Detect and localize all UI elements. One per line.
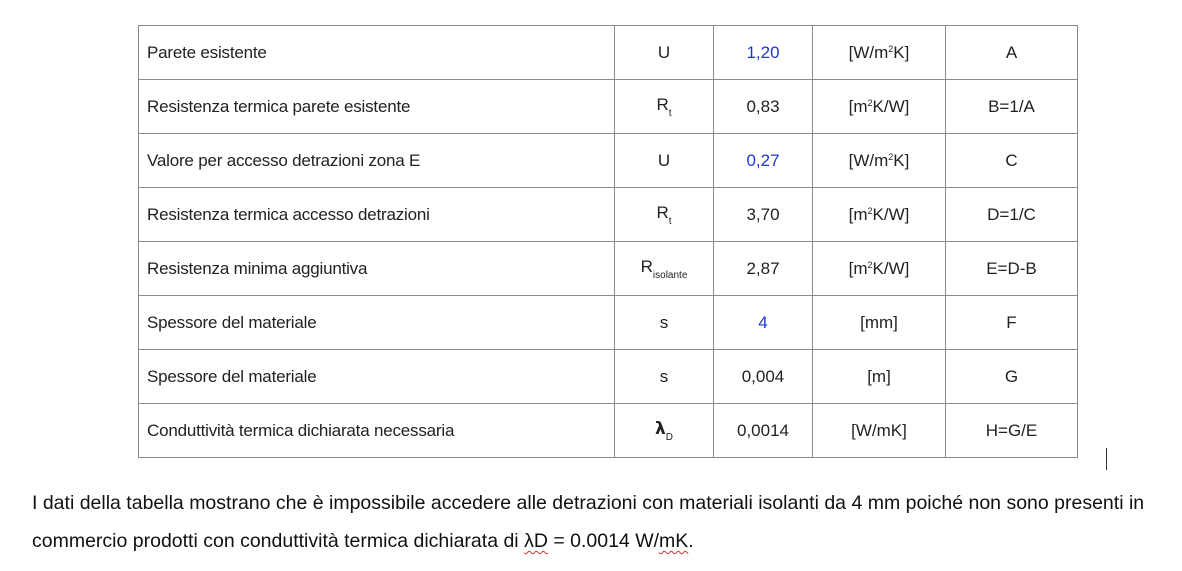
row-description: Conduttività termica dichiarata necessaria (139, 404, 615, 458)
unit-exponent: 2 (867, 259, 873, 270)
row-computed-value: 2,87 (714, 242, 813, 296)
row-formula: F (946, 296, 1078, 350)
unit-text: [mm] (860, 312, 898, 332)
unit-text-suffix: K] (893, 150, 910, 170)
symbol-main: U (657, 42, 671, 62)
unit-text: [m (848, 204, 868, 224)
text-cursor (1106, 448, 1107, 470)
conclusion-text-end: . (688, 530, 694, 552)
row-input-value[interactable]: 1,20 (714, 26, 813, 80)
row-symbol (615, 80, 714, 134)
row-symbol (615, 242, 714, 296)
conclusion-paragraph[interactable] (32, 484, 1177, 560)
unit-exponent: 2 (888, 151, 894, 162)
unit-text: [m (848, 258, 868, 278)
conclusion-text-middle: = 0.0014 W/ (547, 530, 660, 552)
symbol-main: U (657, 150, 671, 170)
unit-text-suffix: K/W] (872, 96, 910, 116)
row-description: Resistenza termica accesso detrazioni (139, 188, 615, 242)
row-formula: D=1/C (946, 188, 1078, 242)
row-description: Valore per accesso detrazioni zona E (139, 134, 615, 188)
table-row (139, 242, 1078, 296)
row-unit (813, 134, 946, 188)
row-description: Resistenza minima aggiuntiva (139, 242, 615, 296)
row-symbol (615, 134, 714, 188)
row-symbol (615, 188, 714, 242)
thermal-calculation-table (138, 25, 1078, 458)
symbol-main: R (640, 256, 653, 276)
row-description: Parete esistente (139, 26, 615, 80)
symbol-subscript: D (665, 431, 673, 443)
unit-text: [m] (867, 366, 891, 386)
unit-exponent: 2 (867, 97, 873, 108)
table-row (139, 188, 1078, 242)
row-computed-value: 0,004 (714, 350, 813, 404)
symbol-subscript: t (668, 107, 672, 119)
row-symbol (615, 26, 714, 80)
row-unit (813, 242, 946, 296)
table-row (139, 26, 1078, 80)
row-symbol (615, 350, 714, 404)
unit-text-suffix: K/W] (872, 258, 910, 278)
unit-exponent: 2 (867, 205, 873, 216)
row-computed-value: 0,83 (714, 80, 813, 134)
row-unit (813, 188, 946, 242)
row-unit (813, 350, 946, 404)
unit-text-suffix: K/W] (872, 204, 910, 224)
row-formula: G (946, 350, 1078, 404)
row-formula: A (946, 26, 1078, 80)
spellcheck-word-mk[interactable]: mK (659, 530, 689, 552)
conclusion-text-before: I dati della tabella mostrano che è impossibile accedere alle detrazioni con materiali isolanti da 4 mm poiché non sono presenti in commercio prodotti con conduttività termica dichiarata di (32, 492, 1145, 552)
row-input-value[interactable]: 0,27 (714, 134, 813, 188)
row-unit (813, 80, 946, 134)
unit-text: [W/mK] (851, 420, 907, 440)
table-row (139, 350, 1078, 404)
row-formula: H=G/E (946, 404, 1078, 458)
symbol-subscript: isolante (652, 269, 688, 281)
row-computed-value: 3,70 (714, 188, 813, 242)
symbol-main: s (659, 366, 669, 386)
row-unit (813, 296, 946, 350)
row-symbol (615, 404, 714, 458)
symbol-subscript: t (668, 215, 672, 227)
row-symbol (615, 296, 714, 350)
unit-text-suffix: K] (893, 42, 910, 62)
row-description: Spessore del materiale (139, 296, 615, 350)
symbol-main: λ (655, 418, 666, 439)
spellcheck-word-lambda-d[interactable]: λD (524, 530, 548, 552)
unit-text: [W/m (848, 150, 889, 170)
symbol-main: R (656, 94, 669, 114)
row-input-value[interactable]: 4 (714, 296, 813, 350)
symbol-main: s (659, 312, 669, 332)
row-description: Resistenza termica parete esistente (139, 80, 615, 134)
table-row (139, 134, 1078, 188)
table-body (139, 26, 1078, 458)
unit-exponent: 2 (888, 43, 894, 54)
unit-text: [W/m (848, 42, 889, 62)
table-row (139, 296, 1078, 350)
row-unit (813, 26, 946, 80)
symbol-main: R (656, 202, 669, 222)
table-row (139, 80, 1078, 134)
unit-text: [m (848, 96, 868, 116)
row-formula: E=D-B (946, 242, 1078, 296)
row-computed-value: 0,0014 (714, 404, 813, 458)
row-formula: B=1/A (946, 80, 1078, 134)
row-formula: C (946, 134, 1078, 188)
row-description: Spessore del materiale (139, 350, 615, 404)
row-unit (813, 404, 946, 458)
table-row (139, 404, 1078, 458)
